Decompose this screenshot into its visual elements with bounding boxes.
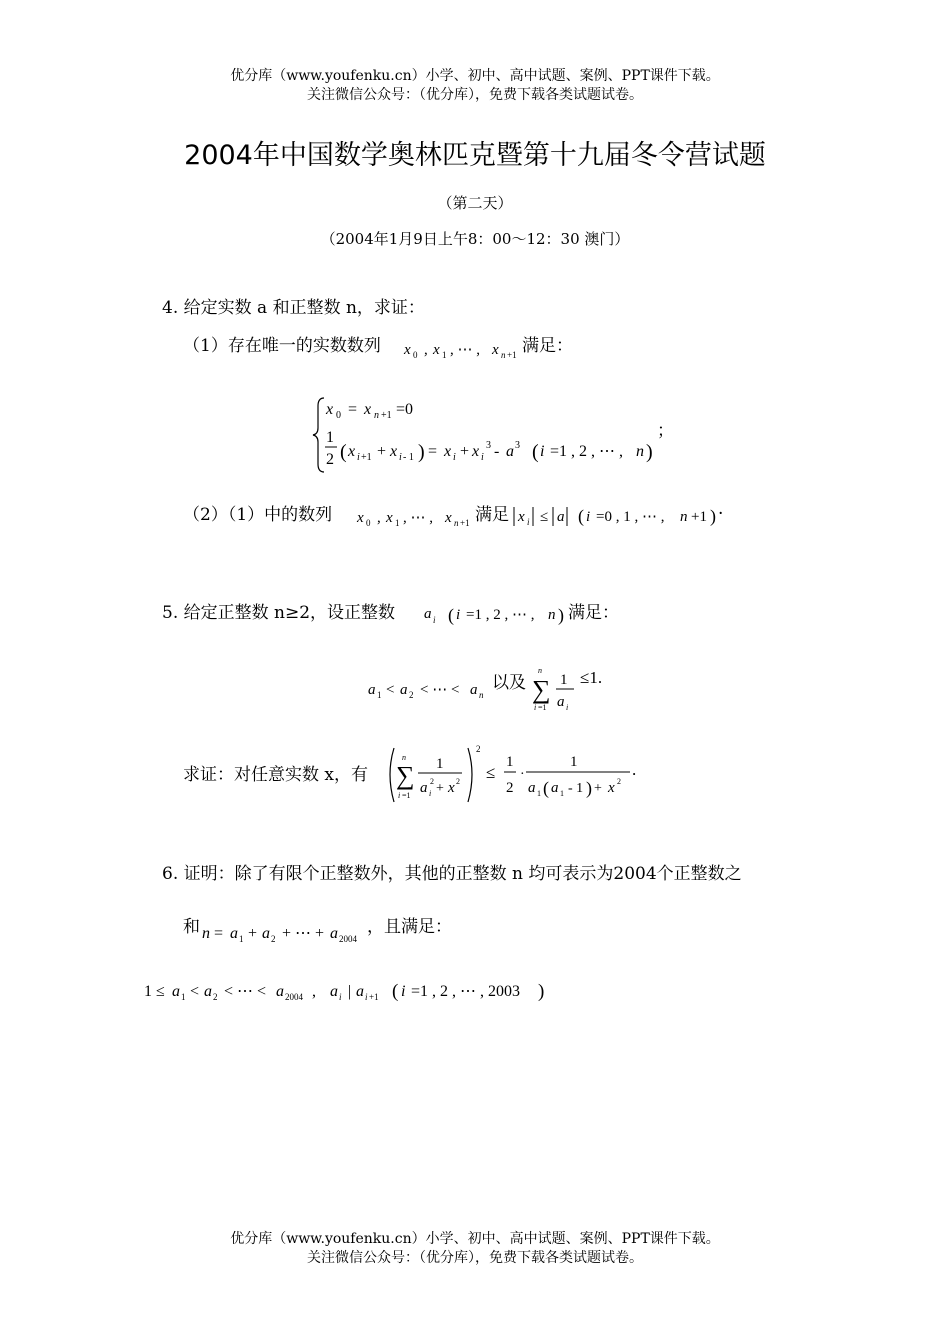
svg-text:i: i — [398, 791, 401, 800]
reciprocal-sum — [530, 664, 580, 716]
problem-5-intro: 5. 给定正整数 n≥2，设正整数 — [162, 603, 396, 623]
svg-text:x: x — [326, 401, 334, 418]
svg-text:a: a — [557, 509, 565, 525]
svg-text:,: , — [312, 983, 316, 1000]
increasing-condition — [366, 672, 490, 702]
svg-text:=: = — [348, 401, 358, 418]
svg-text:x: x — [357, 510, 364, 526]
svg-text:<: < — [386, 682, 395, 698]
svg-text:a: a — [420, 780, 428, 796]
svg-text:=0 , 1 , ⋯ ,: =0 , 1 , ⋯ , — [596, 509, 665, 525]
svg-text:x: x — [472, 443, 480, 460]
svg-text:=0: =0 — [396, 401, 414, 418]
svg-text:< ⋯ <: < ⋯ < — [224, 983, 267, 1000]
svg-text:n: n — [479, 690, 484, 700]
svg-text:i: i — [586, 509, 591, 525]
svg-text:+1: +1 — [381, 410, 392, 421]
svg-text:+1: +1 — [369, 992, 379, 1002]
svg-text:a: a — [424, 606, 432, 622]
divisibility-condition — [140, 976, 550, 1008]
svg-text:1: 1 — [239, 934, 244, 944]
svg-text:1: 1 — [181, 992, 186, 1002]
svg-text:1: 1 — [395, 518, 400, 528]
problem-5-middle: 以及 — [492, 673, 526, 693]
svg-text:1: 1 — [560, 789, 564, 798]
svg-text:+1: +1 — [691, 509, 707, 525]
svg-text:0: 0 — [336, 410, 341, 421]
svg-text:x: x — [608, 780, 615, 796]
svg-text:∑: ∑ — [396, 761, 415, 790]
svg-text:n: n — [202, 925, 210, 942]
part-2-dot: · — [718, 504, 724, 524]
svg-text:1: 1 — [560, 672, 568, 688]
svg-text:a: a — [528, 780, 536, 796]
svg-text:(: ( — [392, 981, 399, 1002]
main-inequality — [384, 744, 638, 808]
svg-text:2: 2 — [506, 780, 514, 796]
problem-5-intro-suffix: 满足： — [568, 603, 619, 623]
svg-text:, ⋯ ,: , ⋯ , — [403, 510, 433, 526]
svg-text:=: = — [428, 443, 438, 460]
svg-text:1: 1 — [377, 690, 382, 700]
svg-text:2: 2 — [213, 992, 218, 1002]
svg-text:2: 2 — [271, 934, 276, 944]
svg-text:-: - — [494, 443, 500, 460]
svg-text:a: a — [557, 694, 565, 710]
date-line: （2004年1月9日上午8：00～12：30 澳门） — [320, 230, 630, 248]
svg-text:=1 , 2 , ⋯ ,: =1 , 2 , ⋯ , — [550, 443, 624, 460]
svg-text:2: 2 — [476, 744, 481, 754]
svg-text:i: i — [365, 992, 368, 1002]
svg-text:2: 2 — [409, 690, 414, 700]
semicolon: ； — [657, 421, 674, 441]
header-line-1: 优分库（www.youfenku.cn）小学、初中、高中试题、案例、PPT课件下载。 — [230, 68, 720, 84]
svg-text:< ⋯ <: < ⋯ < — [420, 682, 460, 698]
svg-text:+1: +1 — [460, 518, 470, 528]
problem-5-prove: 求证：对任意实数 x，有 — [183, 765, 368, 785]
svg-text:n: n — [548, 607, 556, 623]
problem-6-line-1: 6. 证明：除了有限个正整数外，其他的正整数 n 均可表示为2004个正整数之 — [162, 864, 742, 884]
svg-text:i: i — [566, 703, 569, 712]
svg-text:n: n — [636, 443, 644, 460]
svg-text:n: n — [374, 410, 379, 421]
svg-text:i: i — [481, 452, 484, 463]
svg-text:1: 1 — [506, 754, 514, 770]
svg-text:n: n — [680, 509, 688, 525]
svg-text:=1: =1 — [402, 791, 411, 800]
svg-text:2: 2 — [430, 777, 434, 786]
svg-text:n: n — [538, 666, 542, 675]
svg-text:a: a — [230, 925, 238, 942]
svg-text:1: 1 — [436, 756, 444, 772]
svg-text:): ) — [558, 605, 564, 625]
svg-text:2: 2 — [326, 451, 334, 468]
svg-text:): ) — [710, 506, 716, 526]
svg-text:a: a — [330, 983, 338, 1000]
svg-text:i: i — [453, 452, 456, 463]
svg-text:): ) — [418, 441, 425, 463]
svg-text:=1: =1 — [538, 703, 547, 712]
svg-text:): ) — [646, 441, 653, 463]
svg-text:∑: ∑ — [532, 675, 551, 704]
svg-text:x: x — [448, 780, 455, 796]
problem-4-part-1: （1）存在唯一的实数数列 — [183, 336, 381, 356]
svg-text:i: i — [433, 615, 436, 625]
svg-text:+: + — [248, 925, 258, 942]
svg-text:+: + — [436, 781, 444, 796]
svg-text:1 ≤: 1 ≤ — [144, 983, 165, 1000]
svg-text:x: x — [364, 401, 372, 418]
svg-text:x: x — [492, 342, 499, 358]
svg-text:x: x — [390, 443, 398, 460]
footer-line-1: 优分库（www.youfenku.cn）小学、初中、高中试题、案例、PPT课件下载。 — [230, 1231, 720, 1247]
svg-text:a: a — [470, 682, 478, 698]
sum-representation — [200, 918, 368, 948]
svg-text:1: 1 — [442, 350, 447, 360]
svg-text:0: 0 — [413, 350, 418, 360]
svg-text:x: x — [404, 342, 411, 358]
svg-text:- 1: - 1 — [403, 452, 414, 463]
svg-text:1: 1 — [537, 789, 541, 798]
svg-text:≤: ≤ — [486, 763, 496, 782]
svg-text:3: 3 — [515, 440, 520, 451]
svg-text:(: ( — [532, 441, 539, 463]
svg-text:x: x — [444, 443, 452, 460]
svg-text:+1: +1 — [361, 452, 372, 463]
svg-text:|: | — [348, 983, 352, 1000]
svg-text:a: a — [330, 925, 338, 942]
svg-text:2004: 2004 — [285, 992, 303, 1002]
svg-text:n: n — [402, 753, 406, 762]
svg-text:,: , — [424, 342, 428, 358]
svg-text:≤: ≤ — [540, 509, 549, 525]
svg-text:(: ( — [578, 506, 584, 526]
svg-text:i: i — [339, 992, 342, 1002]
svg-text:<: < — [190, 983, 200, 1000]
svg-text:i: i — [429, 789, 432, 798]
svg-text:(: ( — [340, 441, 347, 463]
svg-text:=1 , 2 , ⋯ , 2003: =1 , 2 , ⋯ , 2003 — [411, 983, 521, 1000]
svg-text:(: ( — [448, 605, 454, 625]
svg-text:·: · — [520, 767, 525, 782]
svg-text:, ⋯ ,: , ⋯ , — [450, 342, 480, 358]
svg-text:i: i — [401, 983, 406, 1000]
sequence-ai — [420, 600, 570, 630]
svg-text:a: a — [551, 780, 559, 796]
bound-inequality — [510, 502, 730, 532]
svg-text:): ) — [586, 778, 592, 798]
le-one: ≤1. — [580, 668, 603, 687]
svg-text:a: a — [276, 983, 284, 1000]
svg-text:i: i — [456, 607, 461, 623]
svg-text:2: 2 — [617, 777, 621, 786]
svg-text:i: i — [357, 452, 360, 463]
svg-text:1: 1 — [570, 754, 578, 770]
svg-text:=1 , 2 , ⋯ ,: =1 , 2 , ⋯ , — [466, 607, 535, 623]
subtitle: （第二天） — [437, 194, 513, 212]
svg-text:a: a — [262, 925, 270, 942]
svg-text:0: 0 — [366, 518, 371, 528]
svg-text:3: 3 — [486, 440, 491, 451]
svg-text:=: = — [214, 925, 224, 942]
svg-text:a: a — [356, 983, 364, 1000]
sequence-x0-xn1 — [402, 336, 522, 364]
svg-text:2004: 2004 — [339, 934, 357, 944]
problem-4-intro: 4. 给定实数 a 和正整数 n，求证： — [162, 298, 425, 318]
sequence-x0-xn1-b — [355, 504, 475, 532]
svg-text:a: a — [204, 983, 212, 1000]
problem-6-line-2-suffix: ，且满足： — [367, 917, 452, 937]
svg-text:a: a — [506, 443, 514, 460]
svg-text:+: + — [460, 443, 470, 460]
svg-text:i: i — [534, 703, 537, 712]
footer-line-2: 关注微信公众号：（优分库），免费下载各类试题试卷。 — [307, 1250, 643, 1266]
problem-4-part-1-suffix: 满足： — [522, 336, 573, 356]
header-line-2: 关注微信公众号：（优分库），免费下载各类试题试卷。 — [307, 87, 643, 103]
period: . — [632, 760, 637, 779]
svg-text:+ ⋯ +: + ⋯ + — [282, 925, 325, 942]
svg-text:(: ( — [543, 778, 549, 798]
svg-text:x: x — [445, 510, 452, 526]
svg-text:2: 2 — [456, 777, 460, 786]
svg-text:a: a — [172, 983, 180, 1000]
svg-text:,: , — [377, 510, 381, 526]
svg-text:i: i — [399, 452, 402, 463]
svg-text:n: n — [454, 518, 459, 528]
problem-4-part-2-suffix: 满足 — [475, 505, 509, 525]
svg-text:x: x — [433, 342, 440, 358]
svg-text:x: x — [518, 509, 525, 525]
svg-text:+: + — [377, 443, 387, 460]
svg-text:a: a — [368, 682, 376, 698]
svg-text:x: x — [348, 443, 356, 460]
equation-system — [310, 392, 660, 478]
svg-text:n: n — [501, 350, 506, 360]
svg-text:i: i — [540, 443, 545, 460]
svg-text:- 1: - 1 — [568, 781, 584, 796]
svg-text:+: + — [594, 781, 602, 796]
svg-text:i: i — [527, 517, 530, 527]
svg-text:): ) — [538, 981, 545, 1002]
svg-text:x: x — [386, 510, 393, 526]
svg-text:1: 1 — [326, 429, 334, 446]
problem-4-part-2: （2）（1）中的数列 — [183, 505, 333, 525]
svg-text:+1: +1 — [507, 350, 517, 360]
problem-6-line-2-prefix: 和 — [183, 917, 200, 937]
svg-text:a: a — [400, 682, 408, 698]
page-title: 2004年中国数学奥林匹克暨第十九届冬令营试题 — [184, 140, 766, 171]
